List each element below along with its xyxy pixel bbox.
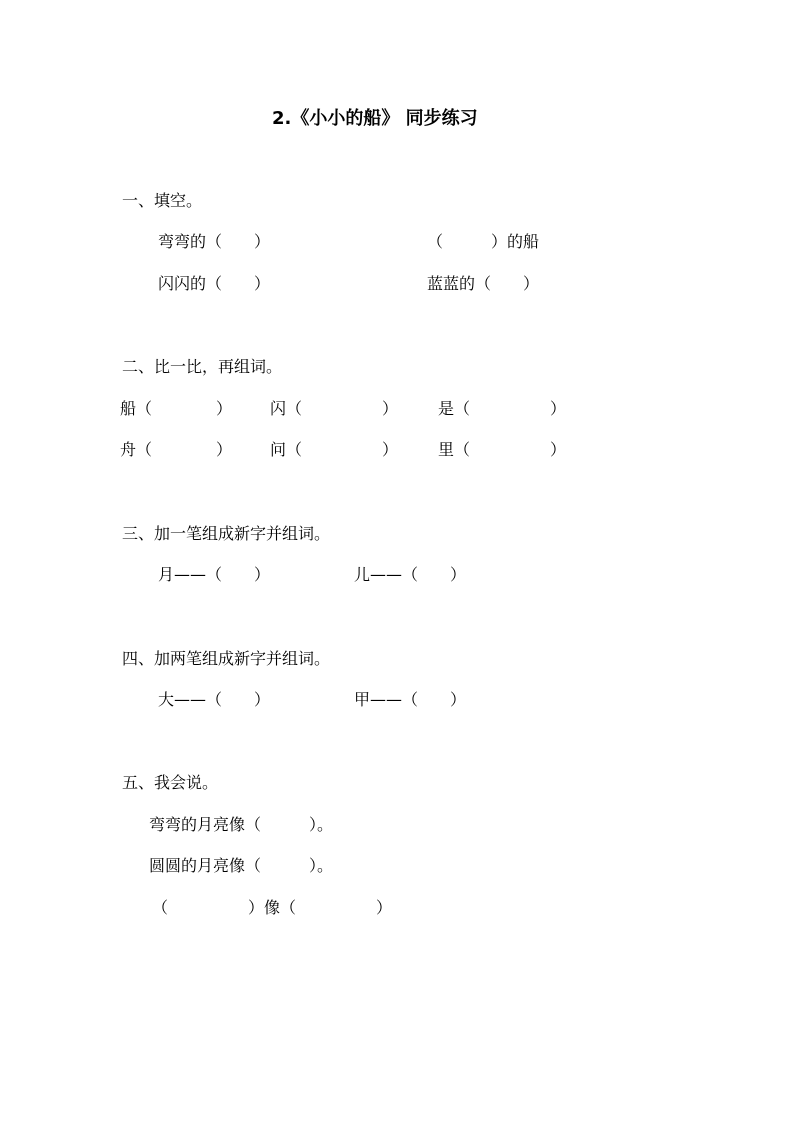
section-heading-2: 二、比一比，再组词。 (122, 357, 283, 376)
compare-item-wen: 问（ ） (270, 440, 399, 459)
fill-item-2: （ ）的船 (427, 232, 540, 251)
speak-line-1: 弯弯的月亮像（ ）。 (149, 815, 334, 834)
fill-item-3: 闪闪的（ ） (158, 274, 271, 293)
fill-item-4: 蓝蓝的（ ） (427, 274, 540, 293)
compare-item-chuan: 船（ ） (120, 399, 233, 418)
speak-line-3: （ ）像（ ） (152, 898, 393, 917)
compare-item-shan: 闪（ ） (270, 399, 399, 418)
compare-item-zhou: 舟（ ） (120, 440, 233, 459)
stroke-item-da: 大——（ ） (158, 690, 271, 709)
fill-item-1: 弯弯的（ ） (158, 232, 271, 251)
stroke-item-er: 儿——（ ） (354, 565, 467, 584)
speak-line-2: 圆圆的月亮像（ ）。 (149, 856, 334, 875)
stroke-item-yue: 月——（ ） (158, 565, 271, 584)
compare-item-shi: 是（ ） (438, 399, 567, 418)
stroke-item-jia: 甲——（ ） (354, 690, 467, 709)
page-title: 2.《小小的船》 同步练习 (272, 108, 478, 129)
section-heading-3: 三、加一笔组成新字并组词。 (122, 524, 331, 543)
compare-item-li: 里（ ） (438, 440, 567, 459)
section-heading-1: 一、填空。 (122, 191, 203, 210)
section-heading-5: 五、我会说。 (122, 773, 219, 792)
section-heading-4: 四、加两笔组成新字并组词。 (122, 649, 331, 668)
